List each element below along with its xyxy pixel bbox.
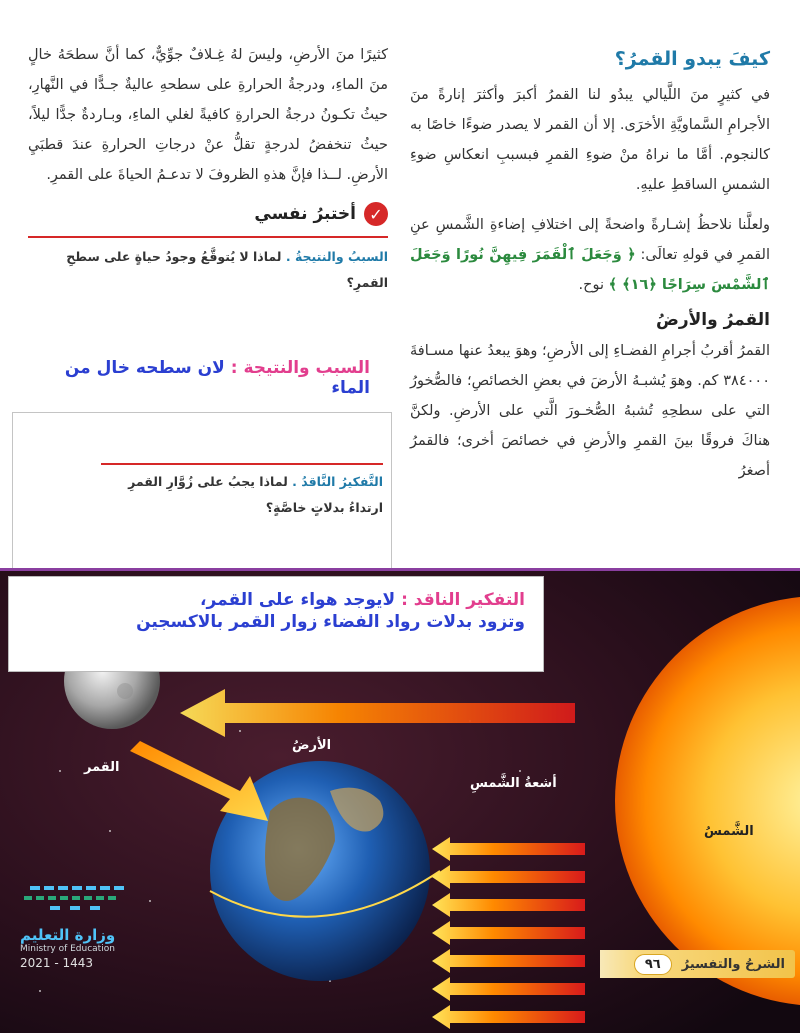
critical-thinking-label: التَّفكيرُ النَّاقدُ . — [292, 474, 383, 489]
ministry-branding — [20, 882, 150, 970]
check-icon: ✓ — [364, 202, 388, 226]
critical-thinking-text: لماذا يجبُ على زُوَّارِ القمرِ ارتداءُ بدلاتٍ خاصَّةٍ؟ — [128, 474, 383, 515]
answer-cause-text: لان سطحه خال من الماء — [64, 358, 370, 398]
answer-critical-label: التفكير الناقد : — [401, 590, 525, 610]
section-heading: كيفَ يبدو القمرُ؟ — [614, 48, 770, 70]
cause-effect-label: السببُ والنتيجةُ . — [285, 249, 388, 264]
critical-thinking-question — [101, 463, 383, 521]
ministry-logo-icon — [20, 882, 130, 922]
answer-critical-line-1 — [9, 589, 525, 611]
footer-section-title: الشرحُ والتفسيرُ — [681, 956, 785, 972]
left-column — [28, 40, 388, 296]
divider — [28, 236, 388, 238]
answer-critical-text-1: لايوجد هواء على القمر، — [200, 590, 396, 610]
quran-source: نوح. — [578, 277, 604, 293]
quran-intro-text: ولعلَّنا نلاحظُ إشـارةً واضحةً إلى اختلافِ إضاءةِ الشَّمسِ عنِ القمرِ في قولهِ تعالَى: — [410, 217, 771, 263]
cause-effect-question — [28, 244, 388, 296]
answer-cause-effect — [30, 358, 370, 398]
ministry-name-en: Ministry of Education — [20, 944, 115, 954]
paragraph-moon-light: في كثيرٍ منَ اللَّيالي يبدُو لنا القمرُ أكبرَ وأكثرَ إنارةً منَ الأجرامِ السَّماويَّةِ الأخرَى. إلا أن القمر لا يصدر ضوءًا خاصًا به كالنجوم. أمَّا ما نراهُ منْ ضوءِ القمرِ فبسببِ انعكاسِ ضوءِ الشمسِ الساقطِ عليهِ. — [410, 87, 770, 193]
cause-effect-text: لماذا لا يُتوقَّعُ وجودُ حياةٍ على سطحِ القمرِ؟ — [66, 249, 388, 290]
ministry-year: 2021 - 1443 — [20, 956, 94, 970]
sun-label: الشَّمسُ — [704, 824, 754, 839]
paragraph-moon-conditions: كثيرًا منَ الأرضِ، وليسَ لهُ غِـلافٌ جوِّيٌّ، كما أنَّ سطحَهُ خالٍ منَ الماءِ، ودرجةُ الحرارةِ على سطحهِ عاليةٌ جـدًّا في النَّهارِ، حيثُ تكـونُ درجةُ الحرارةِ كافيةً لغلي الماءِ، وبـاردةٌ جدًّا ليلاً، حيثُ تنخفضُ لدرجةٍ تقلُّ عنْ درجاتِ الحرارةِ عندَ قطبَيِ الأرضِ. لــذا فإنَّ هذهِ الظروفَ لا تدعـمُ الحياةَ على القمرِ. — [28, 47, 388, 183]
self-test-title: أختبرُ نفسي — [254, 204, 356, 224]
footer-bar — [600, 950, 795, 978]
right-column — [410, 40, 770, 496]
self-test-header — [28, 202, 388, 226]
sun-rays-label: أشعةُ الشَّمسِ — [470, 776, 557, 791]
paragraph-quran-reference — [410, 210, 770, 300]
critical-thinking-box — [12, 412, 392, 572]
page-number: ٩٦ — [634, 954, 672, 975]
answer-critical-thinking — [8, 576, 544, 672]
paragraph-moon-earth: القمرُ أقربُ أجرامِ الفضـاءِ إلى الأرضِ؛ وهوَ يبعدُ عنها مسـافةَ ٣٨٤٠٠٠ كم. وهوَ يُشبـهُ الأرضَ في بعضِ الخصائصِ؛ فالصُّخورُ التي على سطحِهِ تُشبهُ الصُّخـورَ الَّتي على الأرضِ. ولكنَّ هناكَ فروقًا بينَ القمرِ والأرضِ في خصائصَ أخرى؛ فالقمرُ أصغرُ — [410, 343, 770, 479]
answer-critical-line-2: وتزود بدلات رواد الفضاء زوار القمر بالاكسجين — [136, 612, 525, 632]
ministry-name-ar: وزارة التعليم — [20, 926, 116, 944]
subheading-moon-earth: القمرُ والأرضُ — [655, 310, 770, 330]
quran-verse: ﴿ وَجَعَلَ ٱلْقَمَرَ فِيهِنَّ نُورًا وَجَعَلَ ٱلشَّمْسَ سِرَاجًا ﴿١٦﴾ ﴾ — [410, 247, 770, 293]
moon-label: القمر — [84, 760, 120, 775]
earth-label: الأرضُ — [292, 738, 332, 753]
divider — [101, 463, 383, 465]
answer-cause-label: السبب والنتيجة : — [230, 358, 370, 378]
